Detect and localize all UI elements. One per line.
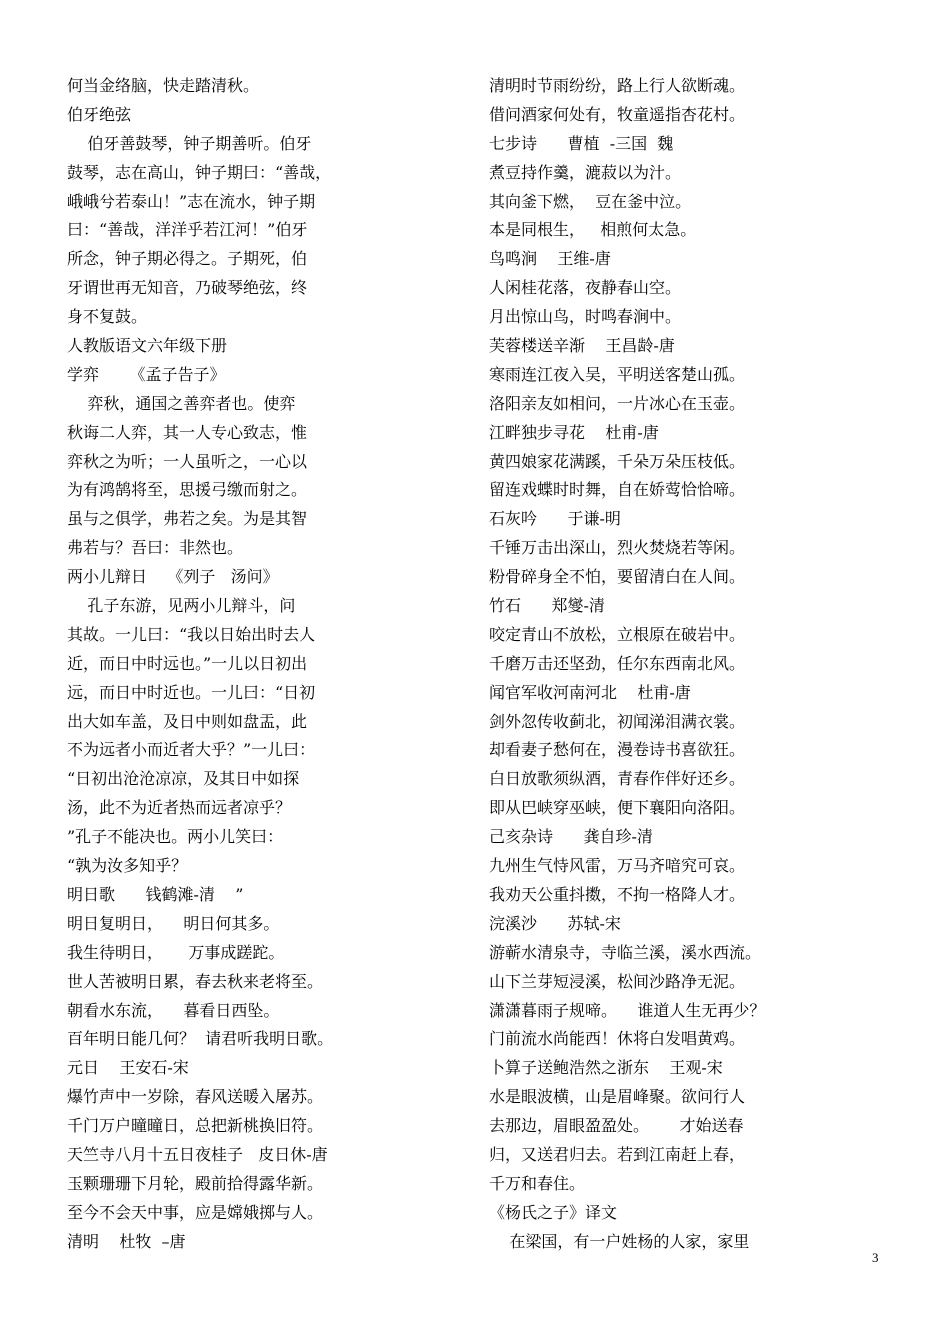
text-line: 伯牙绝弦 bbox=[67, 104, 132, 124]
text-line: “日初出沧沧凉凉，及其日中如探 bbox=[67, 769, 300, 789]
text-line: 鸟鸣涧 王维-唐 bbox=[489, 249, 611, 269]
text-line: 寒雨连江夜入吴，平明送客楚山孤。 bbox=[489, 364, 746, 384]
text-line: 归，又送君归去。若到江南赶上春， bbox=[489, 1144, 746, 1164]
text-line: 明日复明日， 明日何其多。 bbox=[67, 913, 280, 933]
text-line: 天竺寺八月十五日夜桂子 皮日休-唐 bbox=[67, 1144, 328, 1164]
text-line: 我劝天公重抖擞，不拘一格降人才。 bbox=[489, 884, 746, 904]
text-line: 浣溪沙 苏轼-宋 bbox=[489, 913, 621, 933]
page-number: 3 bbox=[872, 1250, 879, 1265]
text-line: 百年明日能几何？ 请君听我明日歌。 bbox=[67, 1029, 334, 1049]
text-line: 潇潇暮雨子规啼。 谁道人生无再少？ bbox=[489, 1000, 766, 1020]
text-line: 爆竹声中一岁除，春风送暖入屠苏。 bbox=[67, 1087, 324, 1107]
text-line: 水是眼波横，山是眉峰聚。欲问行人 bbox=[489, 1087, 746, 1107]
text-line: 明日歌 钱鹤滩-清 ” bbox=[67, 884, 244, 904]
text-line: 元日 王安石-宋 bbox=[67, 1058, 189, 1078]
text-line: 九州生气恃风雷，万马齐喑究可哀。 bbox=[489, 856, 746, 876]
text-line: 虽与之俱学，弗若之矣。为是其智 bbox=[67, 509, 308, 529]
text-line: 峨峨兮若泰山！”志在流水，钟子期 bbox=[67, 191, 316, 211]
text-line: 清明 杜牧 –唐 bbox=[67, 1231, 186, 1251]
text-line: 不为远者小而近者大乎？”一儿曰： bbox=[67, 740, 316, 760]
text-line: 闻官军收河南河北 杜甫-唐 bbox=[489, 682, 691, 702]
text-line: “孰为汝多知乎？ bbox=[67, 856, 188, 876]
text-line: ”孔子不能决也。两小儿笑曰： bbox=[67, 827, 284, 847]
text-line: 黄四娘家花满蹊，千朵万朵压枝低。 bbox=[489, 451, 746, 471]
text-line: 千磨万击还坚劲，任尔东西南北风。 bbox=[489, 653, 746, 673]
text-line: 月出惊山鸟，时鸣春涧中。 bbox=[489, 307, 682, 327]
text-line: 竹石 郑燮-清 bbox=[489, 596, 605, 616]
text-line: 至今不会天中事，应是嫦娥掷与人。 bbox=[67, 1202, 324, 1222]
text-line: 七步诗 曹植 -三国 魏 bbox=[489, 133, 674, 153]
text-line: 千门万户曈曈日，总把新桃换旧符。 bbox=[67, 1116, 324, 1136]
text-line: 我生待明日， 万事成蹉跎。 bbox=[67, 942, 285, 962]
text-line: 远，而日中时近也。一儿曰：“日初 bbox=[67, 682, 316, 702]
text-line: 留连戏蝶时时舞，自在娇莺恰恰啼。 bbox=[489, 480, 746, 500]
text-line: 弈秋，通国之善弈者也。使弈 bbox=[67, 393, 296, 413]
text-line: 卜算子送鲍浩然之浙东 王观-宋 bbox=[489, 1058, 723, 1078]
text-line: 朝看水东流， 暮看日西坠。 bbox=[67, 1000, 280, 1020]
text-line: 牙谓世再无知音，乃破琴绝弦，终 bbox=[67, 278, 308, 298]
text-line: 清明时节雨纷纷，路上行人欲断魂。 bbox=[489, 76, 746, 95]
text-line: 伯牙善鼓琴，钟子期善听。伯牙 bbox=[67, 133, 312, 153]
text-line: 孔子东游，见两小儿辩斗，问 bbox=[67, 596, 296, 616]
text-line: 其故。一儿曰：“我以日始出时去人 bbox=[67, 624, 316, 644]
text-line: 其向釜下燃， 豆在釜中泣。 bbox=[489, 191, 692, 211]
text-line: 却看妻子愁何在，漫卷诗书喜欲狂。 bbox=[489, 740, 746, 760]
text-line: 粉骨碎身全不怕，要留清白在人间。 bbox=[489, 567, 746, 587]
text-line: 在梁国，有一户姓杨的人家，家里 bbox=[489, 1231, 750, 1251]
text-line: 即从巴峡穿巫峡，便下襄阳向洛阳。 bbox=[489, 798, 746, 818]
text-line: 咬定青山不放松，立根原在破岩中。 bbox=[489, 624, 746, 644]
text-line: 煮豆持作羹，漉菽以为汁。 bbox=[489, 162, 682, 182]
text-line: 人闲桂花落，夜静春山空。 bbox=[489, 278, 682, 298]
text-line: 白日放歌须纵酒，青春作伴好还乡。 bbox=[489, 769, 746, 789]
text-line: 身不复鼓。 bbox=[67, 307, 148, 327]
text-line: 两小儿辩日 《列子 汤问》 bbox=[67, 567, 279, 587]
text-line: 山下兰芽短浸溪，松间沙路净无泥。 bbox=[489, 971, 746, 991]
text-line: 人教版语文六年级下册 bbox=[67, 336, 228, 356]
text-line: 己亥杂诗 龚自珍-清 bbox=[489, 827, 653, 847]
text-line: 何当金络脑，快走踏清秋。 bbox=[67, 76, 260, 95]
text-line: 秋诲二人弈，其一人专心致志，惟 bbox=[67, 422, 308, 442]
left-column bbox=[67, 72, 367, 1257]
right-column bbox=[489, 72, 789, 1257]
text-line: 借问酒家何处有，牧童遥指杏花村。 bbox=[489, 104, 746, 124]
text-line: 鼓琴，志在高山，钟子期曰：“善哉， bbox=[67, 162, 332, 182]
text-line: 千锤万击出深山，烈火焚烧若等闲。 bbox=[489, 538, 746, 558]
text-line: 千万和春住。 bbox=[489, 1173, 586, 1193]
text-line: 近，而日中时远也。”一儿以日初出 bbox=[67, 653, 308, 673]
text-line: 洛阳亲友如相问，一片冰心在玉壶。 bbox=[489, 393, 746, 413]
text-line: 弈秋之为听；一人虽听之，一心以 bbox=[67, 451, 308, 471]
text-line: 学弈 《孟子告子》 bbox=[67, 364, 226, 384]
text-line: 江畔独步寻花 杜甫-唐 bbox=[489, 422, 659, 442]
text-line: 曰：“善哉，洋洋乎若江河！”伯牙 bbox=[67, 220, 308, 240]
text-line: 门前流水尚能西！休将白发唱黄鸡。 bbox=[489, 1029, 746, 1049]
text-line: 玉颗珊珊下月轮，殿前拾得露华新。 bbox=[67, 1173, 324, 1193]
text-line: 世人苦被明日累，春去秋来老将至。 bbox=[67, 971, 324, 991]
text-line: 汤，此不为近者热而远者凉乎？ bbox=[67, 798, 292, 818]
text-line: 本是同根生， 相煎何太急。 bbox=[489, 220, 697, 240]
text-line: 石灰吟 于谦-明 bbox=[489, 509, 621, 529]
text-line: 为有鸿鹄将至，思援弓缴而射之。 bbox=[67, 480, 308, 500]
text-line: 芙蓉楼送辛渐 王昌龄-唐 bbox=[489, 336, 675, 356]
text-line: 所念，钟子期必得之。子期死，伯 bbox=[67, 249, 308, 269]
text-line: 出大如车盖，及日中则如盘盂，此 bbox=[67, 711, 308, 731]
text-line: 游蕲水清泉寺，寺临兰溪，溪水西流。 bbox=[489, 942, 762, 962]
text-line: 《杨氏之子》译文 bbox=[489, 1202, 618, 1222]
text-line: 剑外忽传收蓟北，初闻涕泪满衣裳。 bbox=[489, 711, 746, 731]
text-line: 去那边，眉眼盈盈处。 才始送春 bbox=[489, 1116, 744, 1136]
text-line: 弗若与？吾曰：非然也。 bbox=[67, 538, 244, 558]
